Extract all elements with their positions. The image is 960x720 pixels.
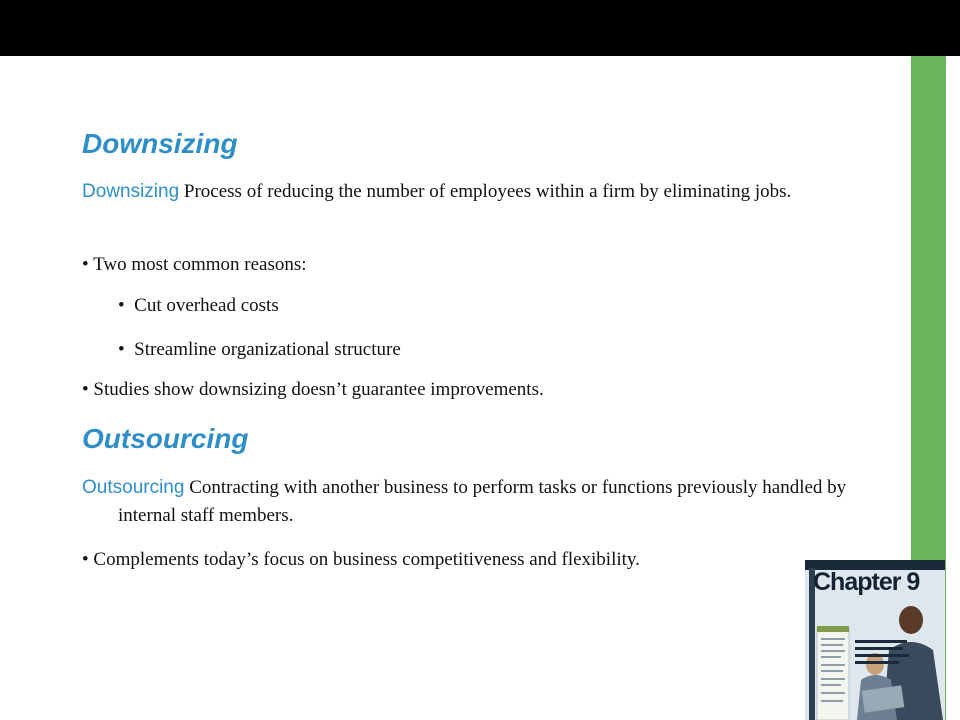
book-cover-title: Chapter 9 (813, 568, 920, 596)
bullet-studies-text: Studies show downsizing doesn’t guarantee improvements. (93, 379, 544, 400)
definition-downsizing-text: Process of reducing the number of employees within a firm by eliminating jobs. (183, 181, 792, 202)
term-outsourcing: Outsourcing (82, 477, 185, 498)
top-bar (0, 0, 960, 56)
heading-downsizing: Downsizing (82, 128, 238, 159)
book-cover-image (805, 560, 945, 720)
sub-bullet-overhead-text: Cut overhead costs (134, 295, 279, 316)
heading-outsourcing: Outsourcing (82, 423, 249, 454)
sub-bullet-streamline-text: Streamline organizational structure (134, 339, 401, 360)
bullet-reasons: • Two most common reasons: (82, 254, 307, 275)
sub-bullet-overhead: • Cut overhead costs (118, 295, 279, 316)
bullet-reasons-text: Two most common reasons: (93, 254, 307, 275)
definition-downsizing (82, 178, 878, 206)
term-downsizing: Downsizing (82, 181, 180, 202)
sub-bullet-streamline: • Streamline organizational structure (118, 339, 401, 360)
bullet-complements-text: Complements today’s focus on business competitiveness and flexibility. (93, 549, 640, 570)
definition-outsourcing (82, 474, 878, 530)
definition-outsourcing-text: Contracting with another business to perform tasks or functions previously handled by internal staff members. (118, 477, 847, 526)
bullet-complements: • Complements today’s focus on business competitiveness and flexibility. (82, 549, 640, 570)
bullet-studies: • Studies show downsizing doesn’t guarantee improvements. (82, 379, 544, 400)
